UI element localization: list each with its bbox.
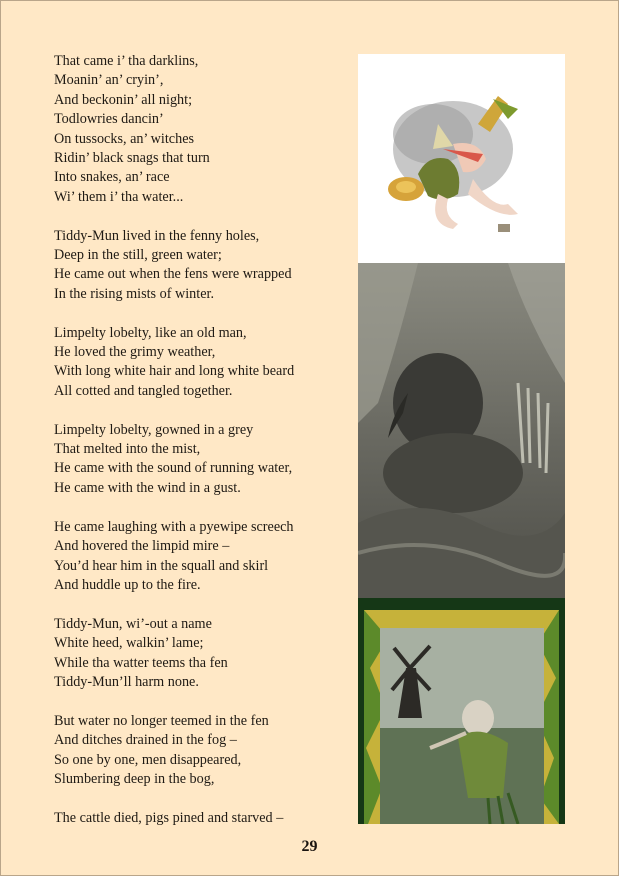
poem-line: That melted into the mist, [54,441,201,458]
poem-line: With long white hair and long white beard [54,363,295,380]
poem-line: Moanin’ an’ cryin’, [54,72,164,89]
poem-line: All cotted and tangled together. [54,382,233,399]
poem-line: Tiddy-Mun lived in the fenny holes, [54,227,260,244]
poem-line: Slumbering deep in the bog, [54,770,215,787]
poem-line: Limpelty lobelty, like an old man, [54,324,247,341]
poem-line: He came laughing with a pyewipe screech [54,518,294,535]
poem-line: You’d hear him in the squall and skirl [54,557,269,574]
poem-stanza [54,712,344,790]
poem-stanza [54,615,344,693]
goblin-cartoon-illustration [358,54,565,263]
poem-line: And ditches drained in the fog – [54,732,237,749]
poem-line: And hovered the limpid mire – [54,538,230,555]
poem-line: Limpelty lobelty, gowned in a grey [54,421,254,438]
poem-line: But water no longer teemed in the fen [54,712,269,729]
pencil-marsh-creature-illustration [358,263,565,598]
poem-line: While tha watter teems tha fen [54,654,228,671]
poem-line: Deep in the still, green water; [54,247,222,264]
poem-line: On tussocks, an’ witches [54,130,195,147]
poem-line: And huddle up to the fire. [54,576,201,593]
poem-line: Ridin’ black snags that turn [54,150,210,167]
poem-stanza [54,324,344,402]
poem-line: Tiddy-Mun’ll harm none. [54,673,199,690]
poem-line: That came i’ tha darklins, [54,53,199,69]
poem-line: And beckonin’ all night; [54,91,193,108]
poem-line: Wi’ them i’ tha water... [54,188,184,205]
poem-line: He came with the sound of running water, [54,460,293,477]
poem-stanza [54,421,344,499]
poem-line: So one by one, men disappeared, [54,751,242,768]
poem-line: Into snakes, an’ race [54,169,170,186]
poem-text [54,52,344,848]
poem-stanza [54,518,344,596]
poem-stanza [54,227,344,305]
poem-line: In the rising mists of winter. [54,285,214,302]
poem-line: The cattle died, pigs pined and starved – [54,809,284,826]
poem-line: Todlowries dancin’ [54,111,164,128]
poem-stanza [54,52,344,207]
poem-line: Tiddy-Mun, wi’-out a name [54,615,212,632]
poem-line: He loved the grimy weather, [54,344,216,361]
poem-line: He came out when the fens were wrapped [54,266,292,283]
windmill-fen-painting-illustration [358,598,565,824]
poem-line: He came with the wind in a gust. [54,479,241,496]
poem-line: White heed, walkin’ lame; [54,635,204,652]
page-number: 29 [301,838,318,855]
poem-stanza [54,809,344,828]
